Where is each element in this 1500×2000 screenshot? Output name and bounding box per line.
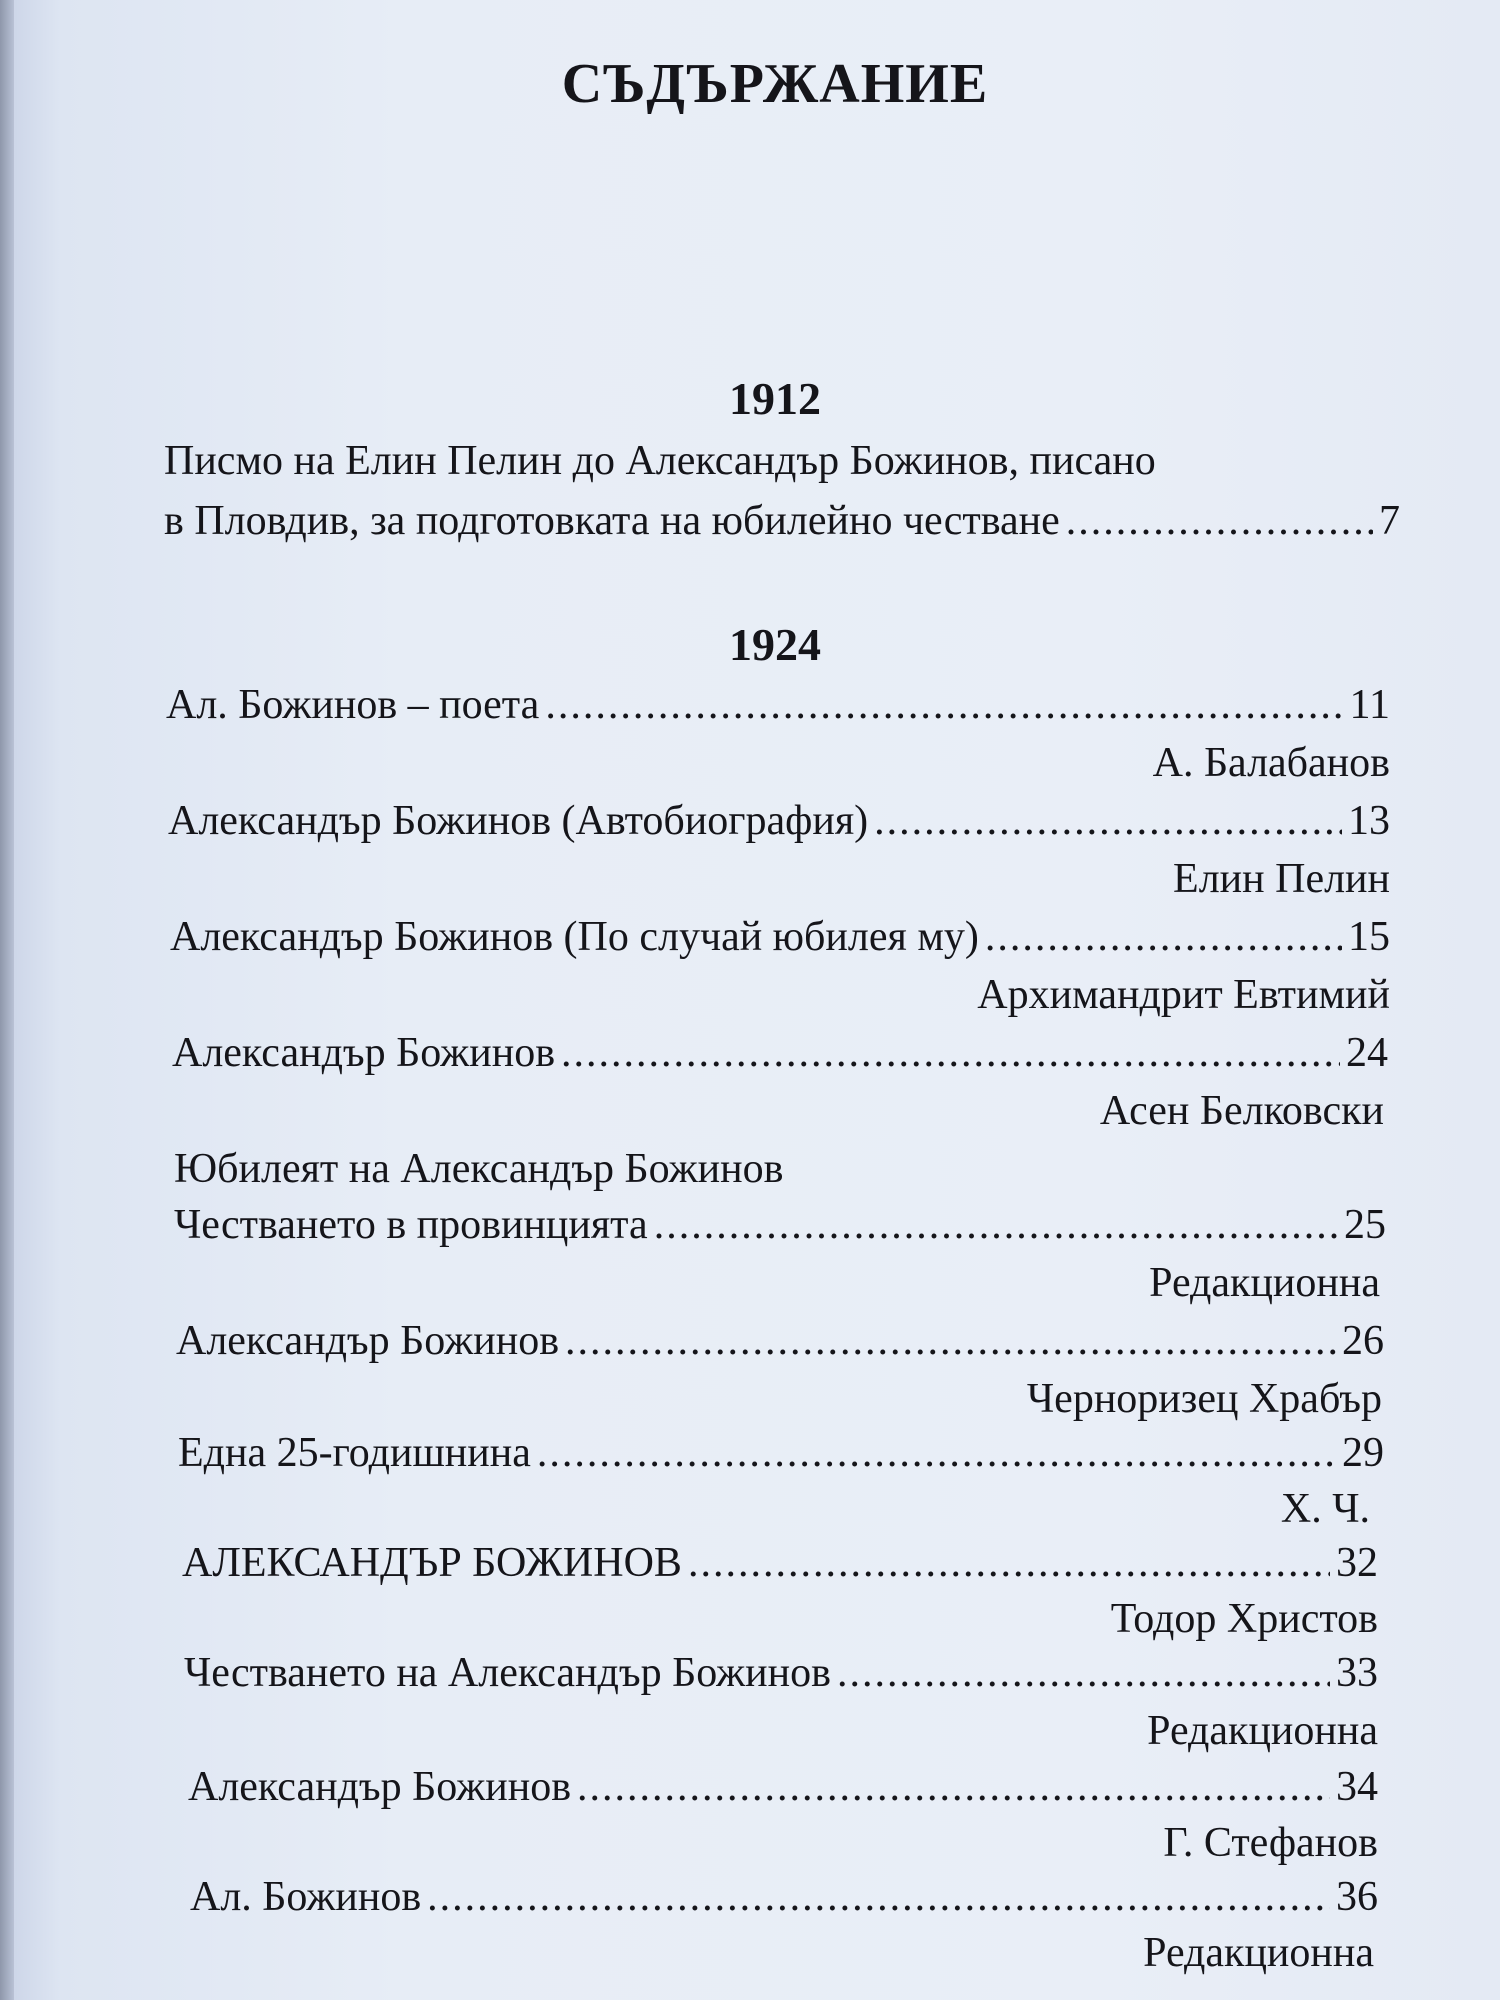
toc-entry (174, 1200, 1386, 1250)
leader-dots (654, 1200, 1338, 1250)
section-year-1924: 1924 (729, 619, 821, 670)
leader-dots (561, 1028, 1340, 1078)
toc-entry-title: Александър Божинов (176, 1318, 560, 1364)
toc-entry-title: Ал. Божинов (190, 1874, 422, 1920)
page-title: СЪДЪРЖАНИЕ (561, 53, 989, 115)
toc-entry-title: Една 25-годишнина (178, 1430, 531, 1476)
toc-entry-title: Писмо на Елин Пелин до Александър Божинов, писано (164, 438, 1156, 484)
toc-author: Тодор Христов (1110, 1596, 1378, 1642)
toc-author: Г. Стефанов (1163, 1820, 1378, 1866)
toc-page-number: 26 (1342, 1318, 1384, 1364)
toc-entry-title: Честването на Александър Божинов (184, 1650, 831, 1696)
toc-entry (178, 1428, 1384, 1478)
toc-page-number: 29 (1342, 1430, 1384, 1476)
toc-author: Елин Пелин (1173, 856, 1390, 902)
toc-entry-line (174, 1144, 1274, 1194)
leader-dots (537, 1428, 1336, 1478)
leader-dots (577, 1762, 1330, 1812)
toc-page-number: 36 (1336, 1874, 1378, 1920)
toc-entry-title: АЛЕКСАНДЪР БОЖИНОВ (182, 1540, 682, 1586)
toc-entry-title: Ал. Божинов – поета (166, 682, 540, 728)
toc-entry (188, 1762, 1378, 1812)
toc-author: А. Балабанов (1152, 740, 1390, 786)
leader-dots (985, 912, 1342, 962)
toc-author: Редакционна (1149, 1260, 1380, 1306)
toc-entry (182, 1538, 1378, 1588)
toc-page-number: 25 (1344, 1202, 1386, 1248)
toc-entry (168, 796, 1390, 846)
toc-entry-title: Александър Божинов (Автобиография) (168, 798, 869, 844)
toc-entry (184, 1648, 1378, 1698)
toc-entry (172, 1028, 1388, 1078)
toc-author: Редакционна (1143, 1930, 1374, 1976)
toc-entry-title: Александър Божинов (172, 1030, 556, 1076)
toc-page-number: 7 (1379, 498, 1400, 544)
leader-dots (545, 680, 1343, 730)
toc-entry-title: в Пловдив, за подготовката на юбилейно честване (164, 498, 1060, 544)
leader-dots (1066, 496, 1373, 546)
toc-entry (166, 680, 1390, 730)
leader-dots (874, 796, 1342, 846)
toc-author: Х. Ч. (1280, 1486, 1370, 1532)
leader-dots (565, 1316, 1336, 1366)
toc-entry (190, 1872, 1378, 1922)
toc-entry-title: Александър Божинов (188, 1764, 572, 1810)
toc-page-number: 11 (1349, 682, 1390, 728)
toc-entry-line (164, 436, 1324, 486)
leader-dots (837, 1648, 1330, 1698)
table-of-contents (160, 0, 1400, 2000)
toc-entry-title: Александър Божинов (По случай юбилея му) (170, 914, 979, 960)
section-year-1912: 1912 (729, 373, 821, 424)
toc-author: Асен Белковски (1099, 1088, 1384, 1134)
toc-entry (176, 1316, 1384, 1366)
toc-entry (164, 496, 1400, 546)
toc-page-number: 32 (1336, 1540, 1378, 1586)
leader-dots (427, 1872, 1330, 1922)
toc-author: Черноризец Храбър (1026, 1376, 1382, 1422)
toc-entry-title: Честването в провинцията (174, 1202, 648, 1248)
toc-entry-title: Юбилеят на Александър Божинов (174, 1146, 784, 1192)
toc-page-number: 34 (1336, 1764, 1378, 1810)
leader-dots (688, 1538, 1330, 1588)
toc-page-number: 13 (1348, 798, 1390, 844)
toc-author: Редакционна (1147, 1708, 1378, 1754)
page-binding-edge (0, 0, 14, 2000)
toc-page-number: 15 (1348, 914, 1390, 960)
toc-page-number: 24 (1346, 1030, 1388, 1076)
toc-author: Архимандрит Евтимий (977, 972, 1390, 1018)
toc-entry (170, 912, 1390, 962)
toc-page-number: 33 (1336, 1650, 1378, 1696)
